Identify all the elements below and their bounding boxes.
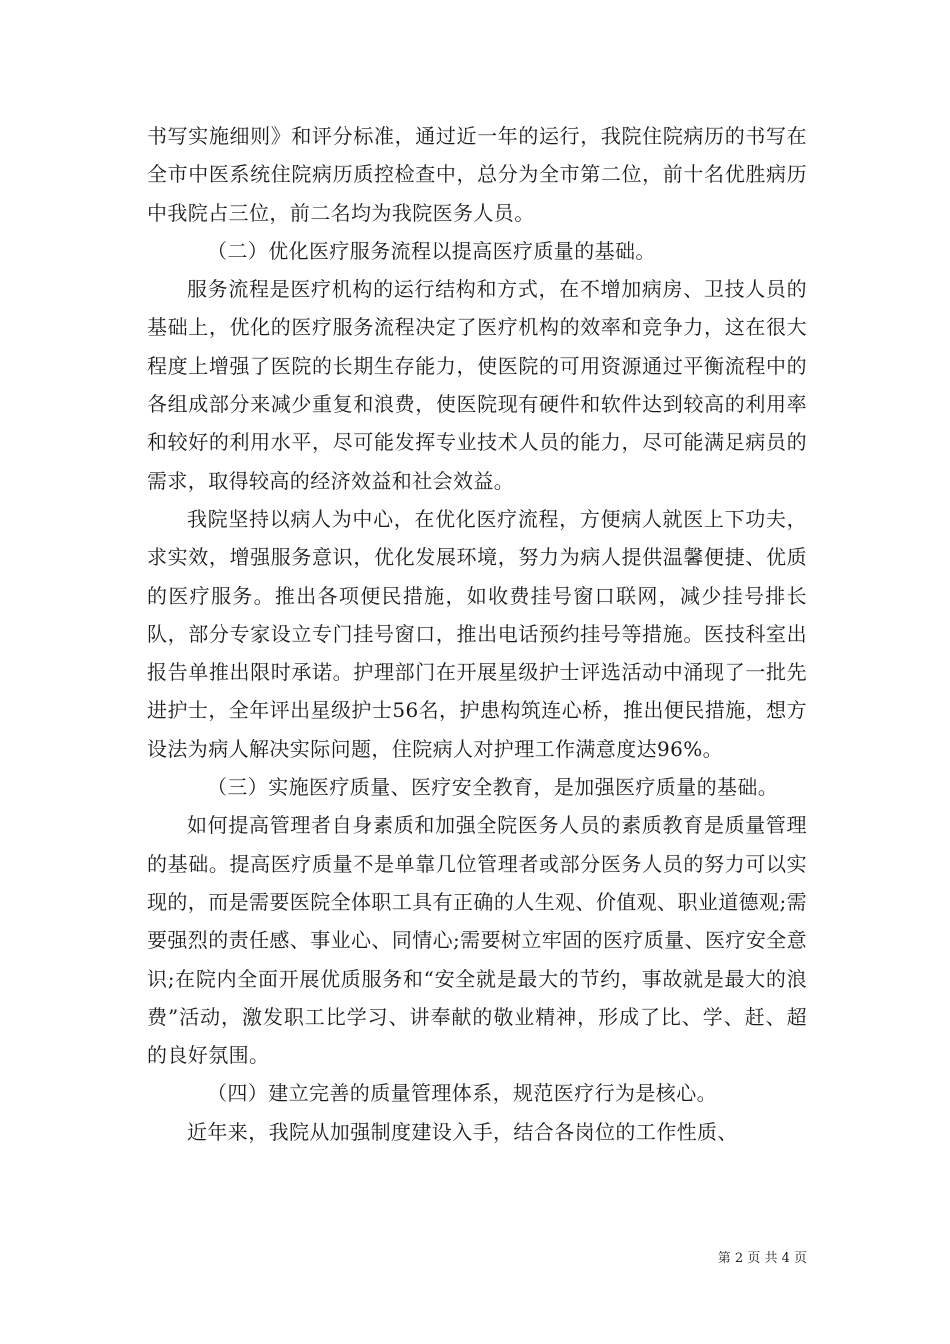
document-body [147,117,807,1151]
paragraph-patient-centered: 我院坚持以病人为中心，在优化医疗流程，方便病人就医上下功夫，求实效，增强服务意识，优化发展环境，努力为病人提供温馨便捷、优质的医疗服务。推出各项便民措施，如收费挂号窗口联网，减少挂号排长队，部分专家设立专门挂号窗口，推出电话预约挂号等措施。医技科室出报告单推出限时承诺。护理部门在开展星级护士评选活动中涌现了一批先进护士，全年评出星级护士56名，护患构筑连心桥，推出便民措施，想方设法为病人解决实际问题，住院病人对护理工作满意度达96%。 [147,506,807,761]
paragraph-system-building: 近年来，我院从加强制度建设入手，结合各岗位的工作性质、 [187,1119,738,1144]
page-number: 第 2 页 共 4 页 [717,1251,807,1266]
section-heading-2: （二）优化医疗服务流程以提高医疗质量的基础。 [207,238,656,263]
section-heading-4: （四）建立完善的质量管理体系，规范医疗行为是核心。 [207,1081,717,1106]
paragraph-quality-education: 如何提高管理者自身素质和加强全院医务人员的素质教育是质量管理的基础。提高医疗质量不是单靠几位管理者或部分医务人员的努力可以实现的，而是需要医院全体职工具有正确的人生观、价值观、职业道德观;需要强烈的责任感、事业心、同情心;需要树立牢固的医疗质量、医疗安全意识;在院内全面开展优质服务和“安全就是最大的节约，事故就是最大的浪费”活动，激发职工比学习、讲奉献的敬业精神，形成了比、学、赶、超的良好氛围。 [147,813,807,1068]
paragraph-service-process: 服务流程是医疗机构的运行结构和方式，在不增加病房、卫技人员的基础上，优化的医疗服务流程决定了医疗机构的效率和竞争力，这在很大程度上增强了医院的长期生存能力，使医院的可用资源通过平衡流程中的各组成部分来减少重复和浪费，使医院现有硬件和软件达到较高的利用率和较好的利用水平，尽可能发挥专业技术人员的能力，尽可能满足病员的需求，取得较高的经济效益和社会效益。 [147,277,807,493]
paragraph-continuation: 书写实施细则》和评分标准，通过近一年的运行，我院住院病历的书写在全市中医系统住院病历质控检查中，总分为全市第二位，前十名优胜病历中我院占三位，前二名均为我院医务人员。 [147,124,807,225]
section-heading-3: （三）实施医疗质量、医疗安全教育，是加强医疗质量的基础。 [207,775,779,800]
